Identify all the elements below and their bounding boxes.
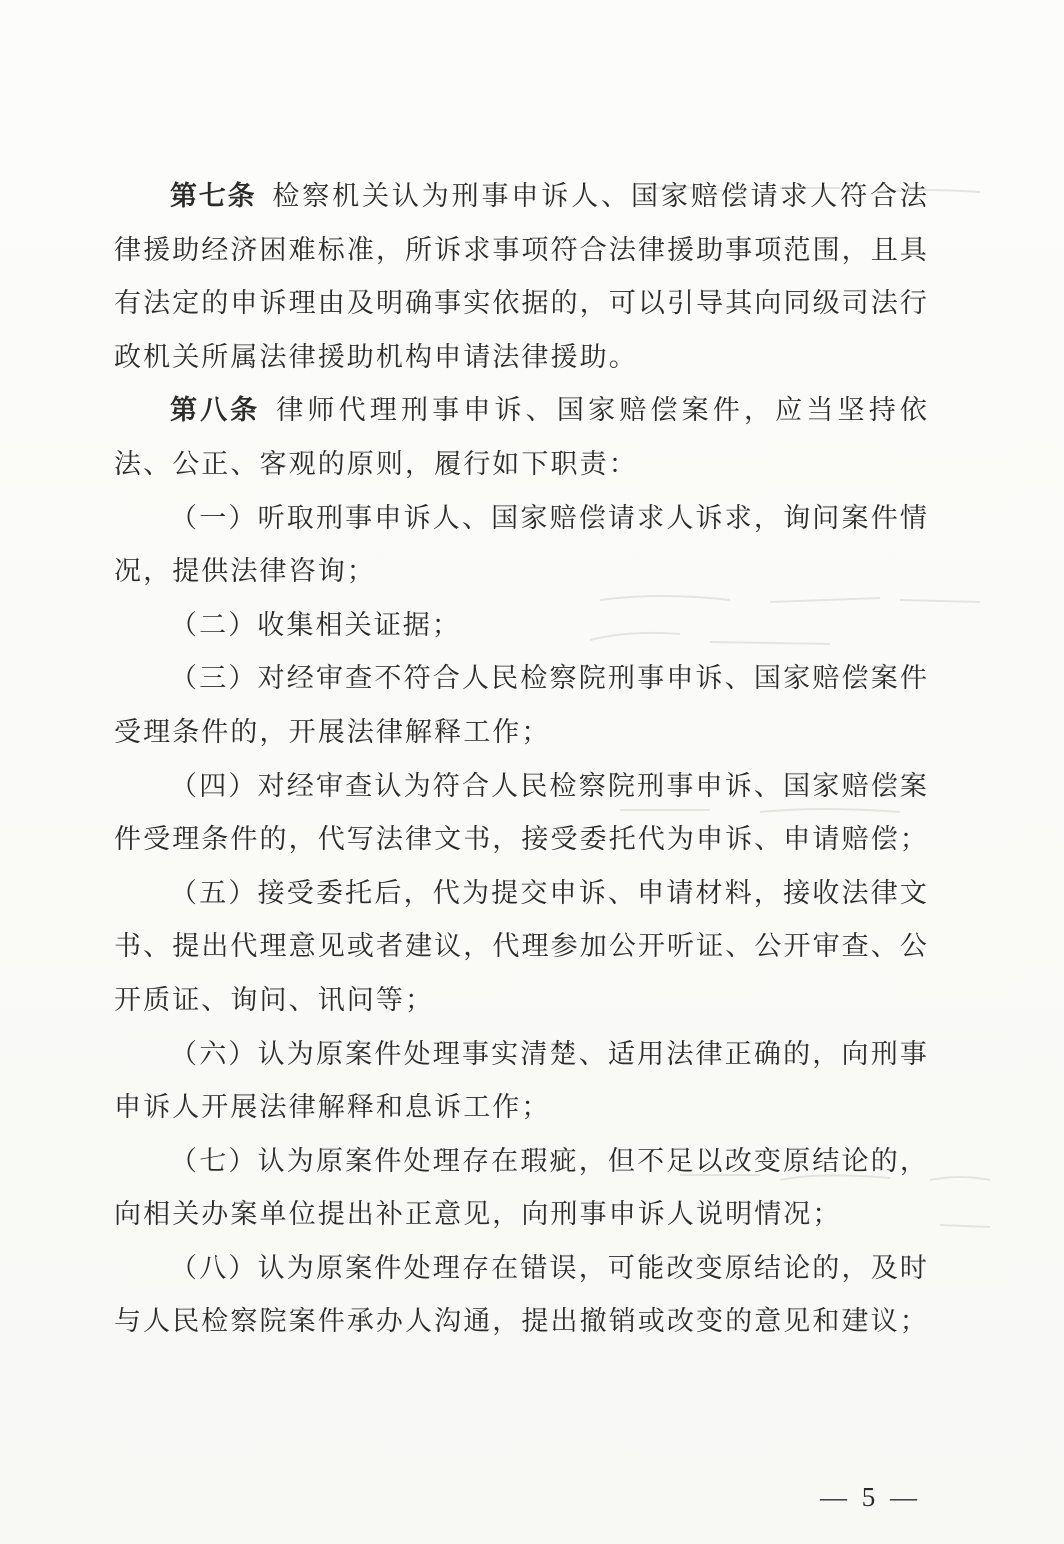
duty-item-8: （八）认为原案件处理存在错误，可能改变原结论的，及时与人民检察院案件承办人沟通，提出撤销或改变的意见和建议；: [114, 1252, 929, 1338]
duty-item-6: （六）认为原案件处理事实清楚、适用法律正确的，向刑事申诉人开展法律解释和息诉工作；: [114, 1038, 929, 1124]
page-number: — 5 —: [820, 1482, 921, 1512]
article-heading: 第七条: [170, 181, 257, 212]
duty-item-2: （二）收集相关证据；: [170, 609, 461, 641]
paragraph-text: 检察机关认为刑事申诉人、国家赔偿请求人符合法律援助经济困难标准，所诉求事项符合法律援助事项范围，且具有法定的申诉理由及明确事实依据的，可以引导其向同级司法行政机关所属法律援助机构申请法律援助。: [114, 181, 930, 373]
duty-item-5: （五）接受委托后，代为提交申诉、申请材料，接收法律文书、提出代理意见或者建议，代理参加公开听证、公开审查、公开质证、询问、讯问等；: [114, 877, 929, 1016]
body-text: [114, 170, 929, 1349]
duty-item-3: （三）对经审查不符合人民检察院刑事申诉、国家赔偿案件受理条件的，开展法律解释工作；: [114, 663, 929, 748]
duty-item-7: （七）认为原案件处理存在瑕疵，但不足以改变原结论的，向相关办案单位提出补正意见，向刑事申诉人说明情况；: [114, 1145, 929, 1231]
paragraph-article-8: [114, 384, 929, 491]
paragraph-article-7: [114, 170, 929, 384]
duty-item-4: （四）对经审查认为符合人民检察院刑事申诉、国家赔偿案件受理条件的，代写法律文书，接受委托代为申诉、申请赔偿；: [114, 770, 929, 856]
duty-item-1: （一）听取刑事申诉人、国家赔偿请求人诉求，询问案件情况，提供法律咨询；: [114, 502, 929, 588]
paragraph-text: 律师代理刑事申诉、国家赔偿案件，应当坚持依法、公正、客观的原则，履行如下职责：: [114, 395, 929, 480]
article-heading: 第八条: [170, 395, 261, 427]
